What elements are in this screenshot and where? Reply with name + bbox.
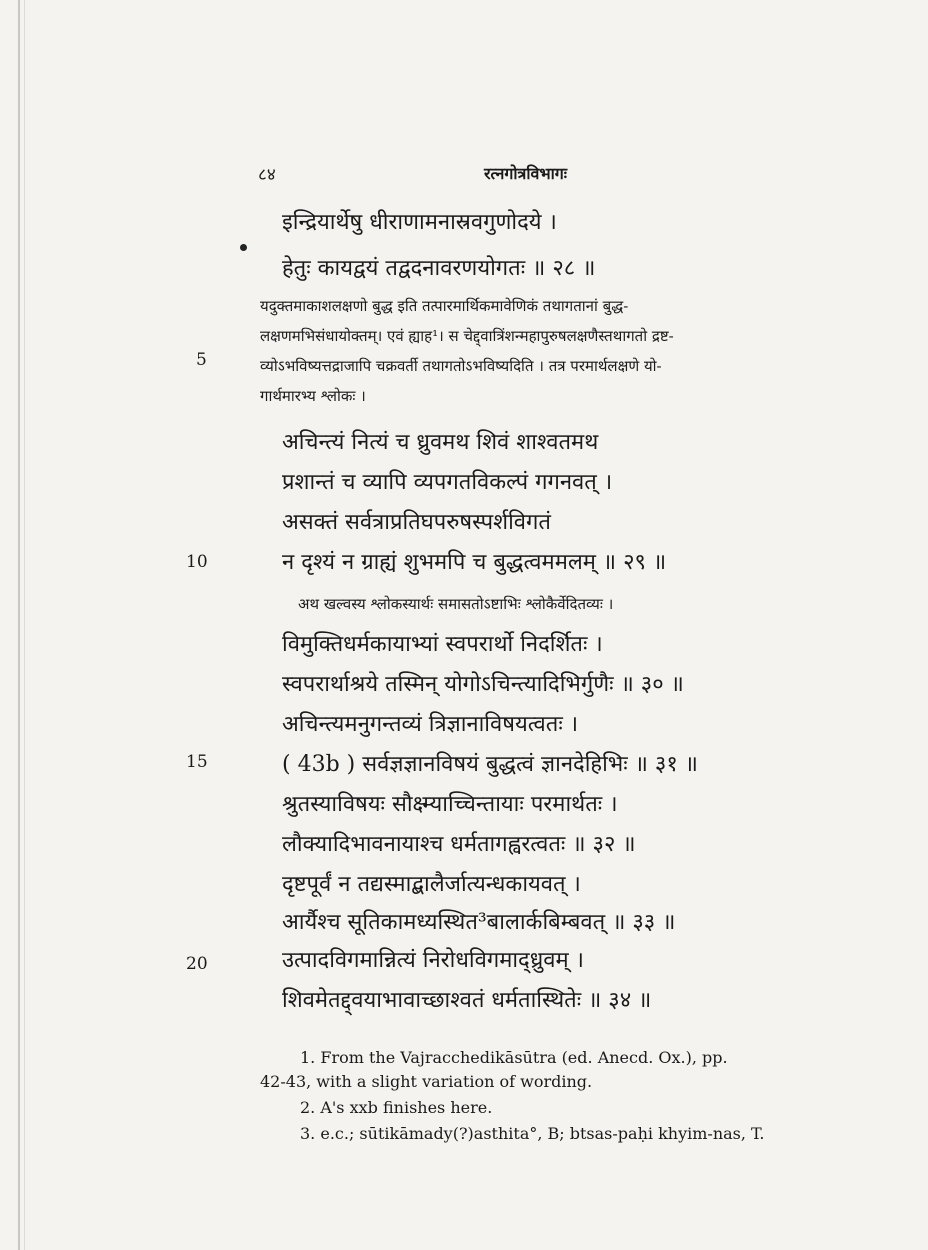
- footnote-line: 2. A's xxb finishes here.: [300, 1098, 493, 1117]
- verse-line: अचिन्त्यमनुगन्तव्यं त्रिज्ञानाविषयत्वतः ।: [282, 712, 579, 737]
- prose-line: यदुक्तमाकाशलक्षणो बुद्ध इति तत्पारमार्थिकमावेणिकं तथागतानां बुद्ध-: [260, 297, 629, 315]
- ink-dot: [240, 244, 247, 251]
- verse-line: दृष्टपूर्वं न तद्यस्माद्बालैर्जात्यन्धकायवत् ।: [282, 872, 581, 897]
- page-header: [0, 162, 928, 186]
- verse-line: श्रुतस्याविषयः सौक्ष्म्याच्चिन्तायाः परमार्थतः ।: [282, 792, 618, 817]
- verse-line: लौक्यादिभावनायाश्च धर्मतागह्वरत्वतः ॥ ३२ ॥: [282, 832, 636, 857]
- line-number: 20: [186, 954, 208, 974]
- verse-line: हेतुः कायद्वयं तद्वदनावरणयोगतः ॥ २८ ॥: [282, 256, 596, 281]
- verse-line: न दृश्यं न ग्राह्यं शुभमपि च बुद्धत्वममलम् ॥ २९ ॥: [282, 550, 667, 575]
- scan-margin-line: [18, 0, 20, 1250]
- prose-line: लक्षणमभिसंधायोक्तम्। एवं ह्याह¹। स चेद्द्वात्रिंशन्महापुरुषलक्षणैस्तथागतो द्रष्ट-: [260, 327, 674, 345]
- scan-margin-line-inner: [24, 0, 25, 1250]
- verse-line: इन्द्रियार्थेषु धीराणामनास्रवगुणोदये ।: [282, 210, 557, 235]
- verse-line: शिवमेतद्द्वयाभावाच्छाश्वतं धर्मतास्थितेः ॥ ३४ ॥: [282, 988, 652, 1013]
- verse-line: प्रशान्तं च व्यापि व्यपगतविकल्पं गगनवत् ।: [282, 470, 613, 495]
- line-number: 10: [186, 552, 208, 572]
- verse-line: असक्तं सर्वत्राप्रतिघपरुषस्पर्शविगतं: [282, 510, 551, 535]
- verse-line: ( 43b ) सर्वज्ञज्ञानविषयं बुद्धत्वं ज्ञानदेहिभिः ॥ ३१ ॥: [282, 752, 698, 777]
- prose-line: गार्थमारभ्य श्लोकः ।: [260, 387, 366, 405]
- verse-line: अचिन्त्यं नित्यं च ध्रुवमथ शिवं शाश्वतमथ: [282, 430, 599, 455]
- footnote-line: 3. e.c.; sūtikāmady(?)asthita°, B; btsas-paḥi khyim-nas, T.: [300, 1124, 765, 1143]
- line-number: 15: [186, 752, 208, 772]
- footnote-line: 1. From the Vajracchedikāsūtra (ed. Anecd. Ox.), pp.: [300, 1048, 728, 1067]
- verse-line: स्वपरार्थाश्रये तस्मिन् योगोऽचिन्त्यादिभिर्गुणैः ॥ ३० ॥: [282, 672, 684, 697]
- footnote-line: 42-43, with a slight variation of wording.: [260, 1072, 593, 1091]
- verse-line: विमुक्तिधर्मकायाभ्यां स्वपरार्थो निदर्शितः ।: [282, 632, 603, 657]
- verse-line: आर्यैश्च सूतिकामध्यस्थित³बालार्कबिम्बवत् ॥ ३३ ॥: [282, 910, 676, 935]
- page-number: ८४: [258, 165, 276, 185]
- prose-line: अथ खल्वस्य श्लोकस्यार्थः समासतोऽष्टाभिः श्लोकैर्वेदितव्यः ।: [298, 595, 614, 613]
- line-number: 5: [196, 350, 207, 370]
- prose-line: व्योऽभविष्यत्तद्राजापि चक्रवर्ती तथागतोऽभविष्यदिति । तत्र परमार्थलक्षणे यो-: [260, 357, 662, 375]
- running-title: रत्नगोत्रविभागः: [484, 164, 567, 183]
- verse-line: उत्पादविगमान्नित्यं निरोधविगमाद्ध्रुवम् ।: [282, 948, 584, 973]
